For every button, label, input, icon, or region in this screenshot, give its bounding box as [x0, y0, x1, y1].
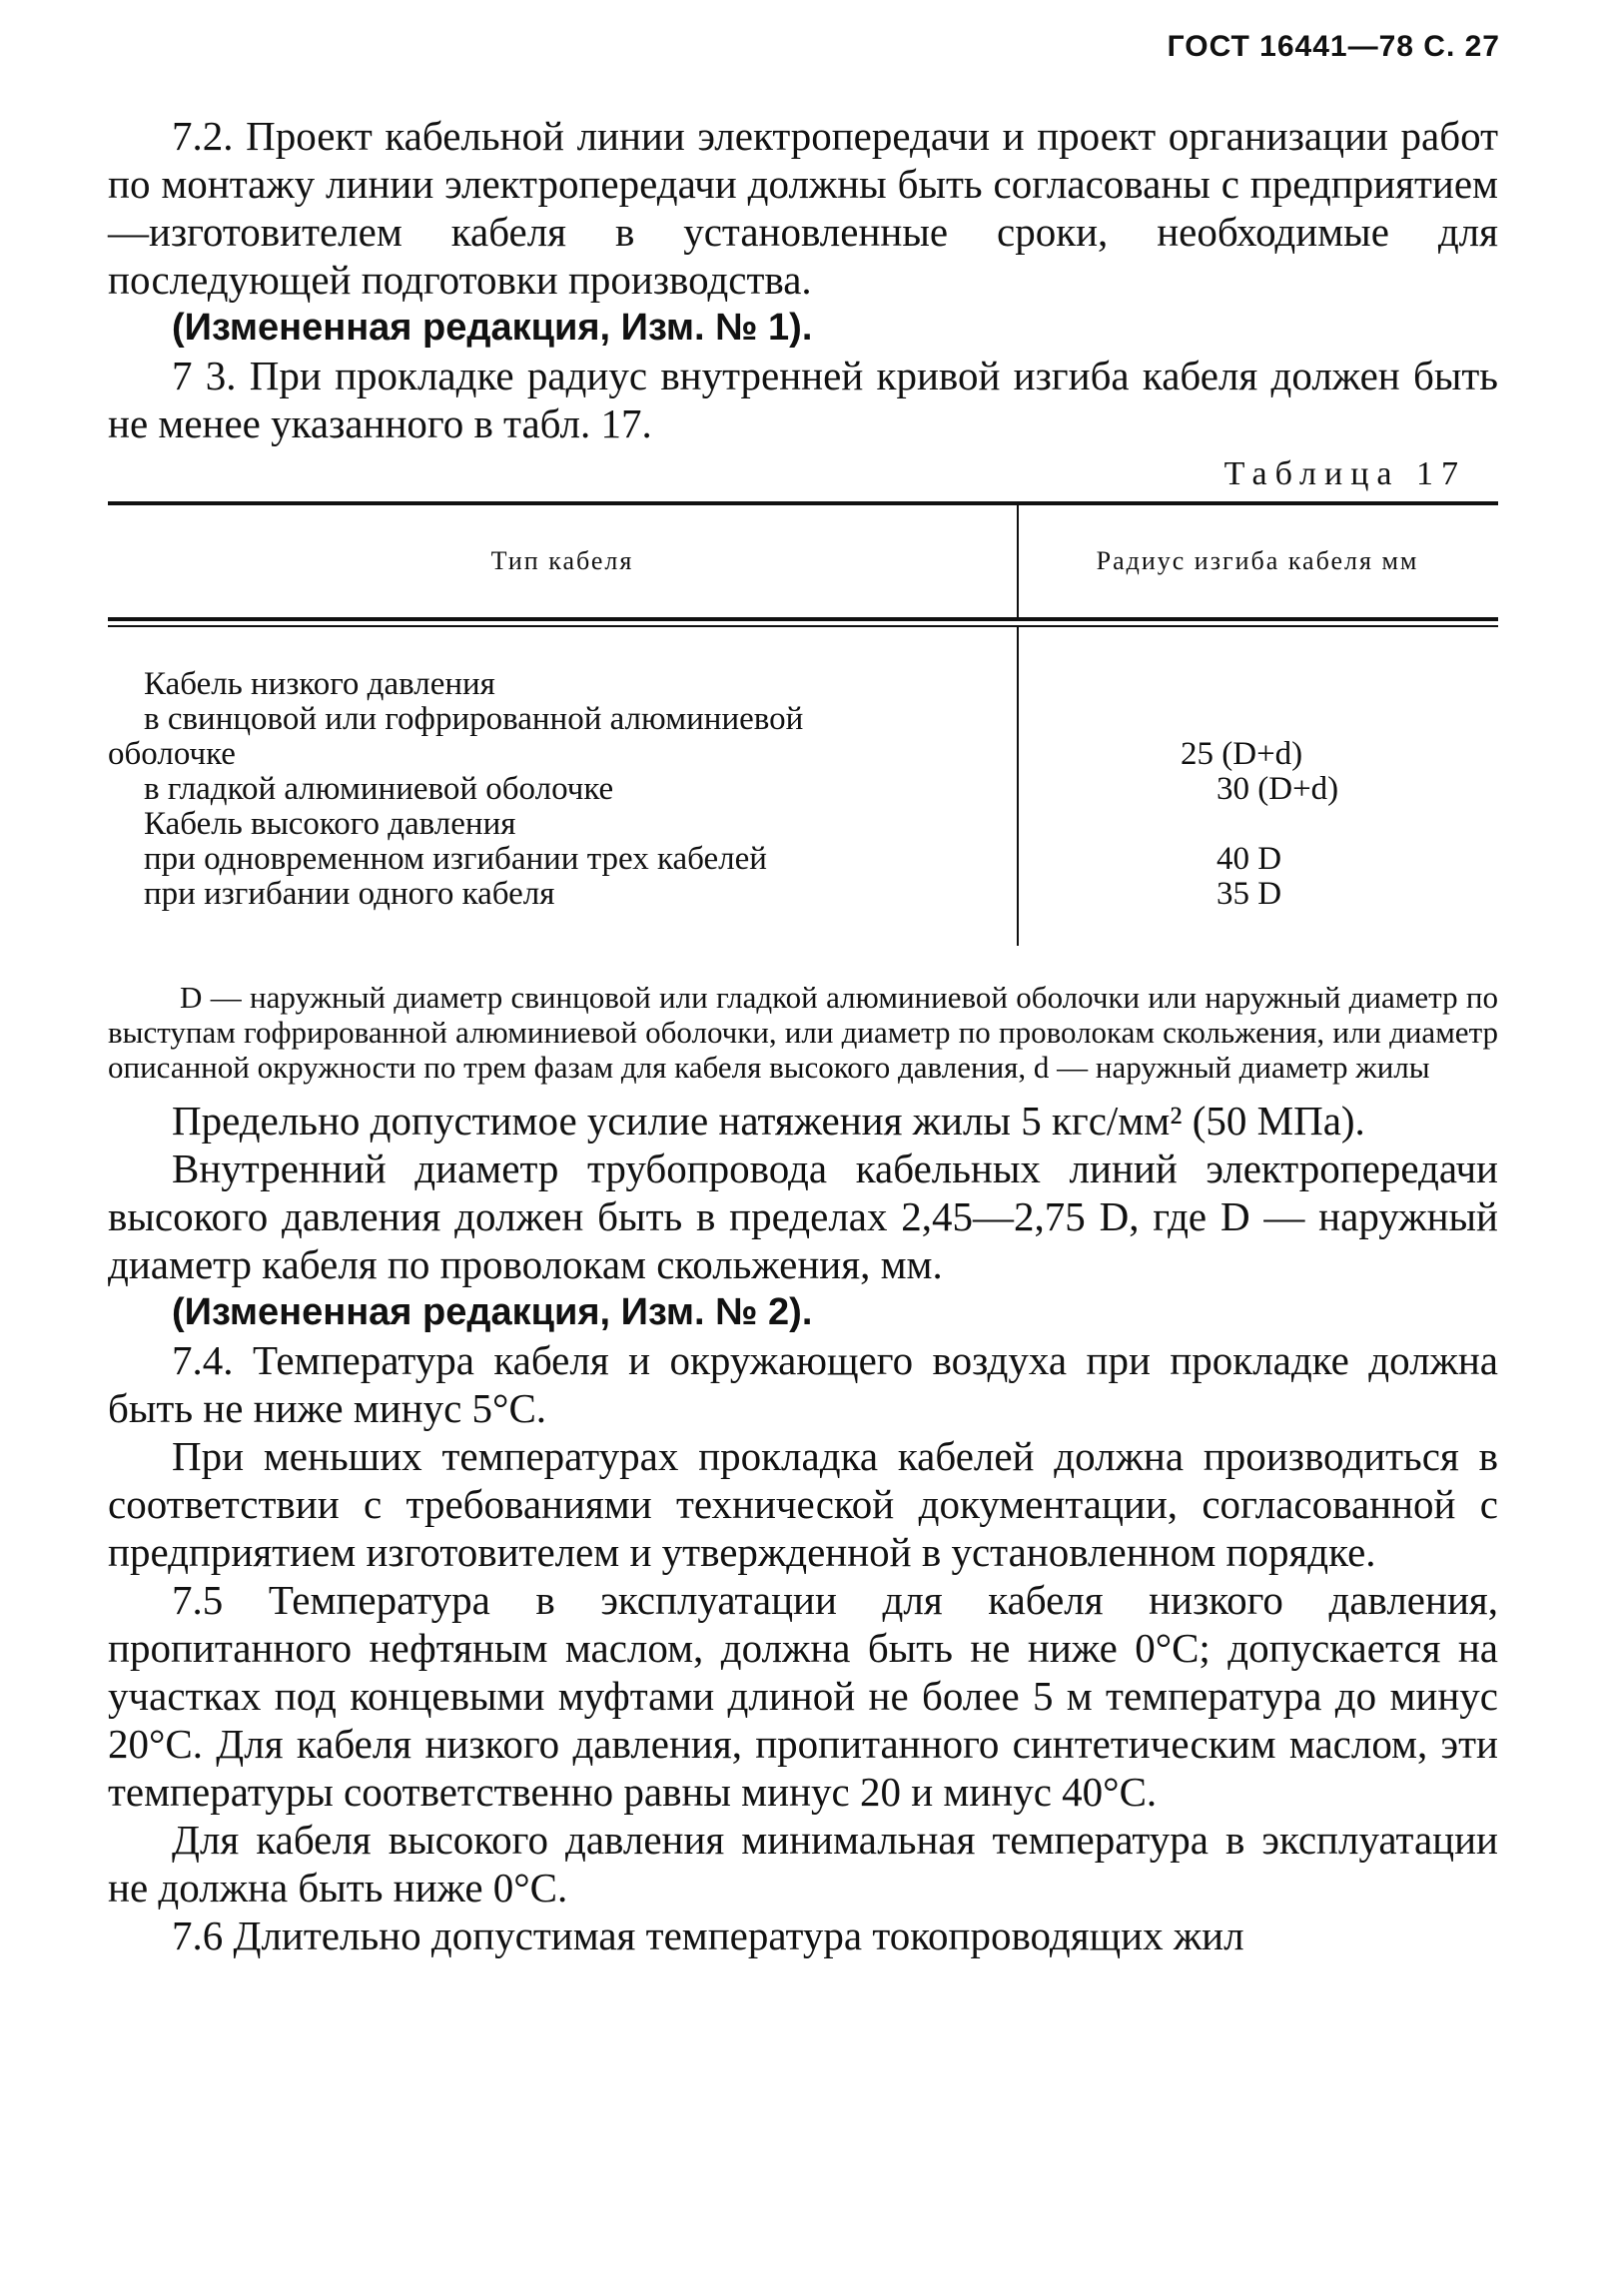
pipe-diameter-paragraph: Внутренний диаметр трубопровода кабельных линий электропередачи высокого давления должен быть в пределах 2,45—2,75 D, где D — наружный диаметр кабеля по проволокам скольжения, мм. — [108, 1146, 1498, 1287]
header-bottom-rule — [108, 617, 1498, 621]
table-row — [108, 737, 1498, 772]
paragraph-7-2: 7.2. Проект кабельной линии электропередачи и проект организации работ по монтажу линии электропередачи должны быть согласованы с предприятием—изготовителем кабеля в установленные сроки, необходимые для последующей подготовки производства. — [108, 113, 1498, 303]
header-divider — [1017, 505, 1019, 617]
header-cable-type: Тип кабеля — [490, 546, 634, 575]
paragraph-7-3: 7 3. При прокладке радиус внутренней кривой изгиба кабеля должен быть не менее указанного в табл. 17. — [108, 353, 1498, 446]
cell-radius: 35 D — [1216, 876, 1282, 912]
cell-type: Кабель низкого давления — [144, 666, 495, 702]
table-body — [108, 627, 1498, 946]
table-row — [108, 807, 1498, 842]
table-header-row — [108, 505, 1498, 617]
header-bend-radius: Радиус изгиба кабеля мм — [1096, 546, 1419, 575]
cell-type: при изгибании одного кабеля — [144, 876, 555, 912]
table-row — [108, 667, 1498, 702]
bend-radius-table — [108, 501, 1498, 946]
high-pressure-temp-paragraph: Для кабеля высокого давления минимальная температура в эксплуатации не должна быть ниже 0°С. — [108, 1817, 1498, 1911]
cell-type: при одновременном изгибании трех кабелей — [144, 841, 767, 877]
tension-paragraph: Предельно допустимое усилие натяжения жилы 5 кгс/мм² (50 МПа). — [172, 1098, 1365, 1144]
cell-type: в свинцовой или гофрированной алюминиевой — [144, 701, 804, 737]
low-temperature-paragraph: При меньших температурах прокладка кабелей должна производиться в соответствии с требованиями технической документации, согласованной с предприятием изготовителем и утвержденной в установленном порядке. — [108, 1433, 1498, 1575]
amendment-note-2: (Измененная редакция, Изм. № 2). — [172, 1291, 813, 1333]
paragraph-7-6: 7.6 Длительно допустимая температура токопроводящих жил — [172, 1913, 1244, 1958]
body-divider — [1017, 627, 1019, 946]
paragraph-7-5: 7.5 Температура в эксплуатации для кабеля низкого давления, пропитанного нефтяным маслом, должна быть не ниже 0°С; допускается на участках под концевыми муфтами длиной не более 5 м температура до минус 20°С. Для кабеля низкого давления, пропитанного синтетическим маслом, эти температуры соответственно равны минус 20 и минус 40°С. — [108, 1577, 1498, 1815]
cell-radius: 30 (D+d) — [1216, 771, 1339, 807]
table-row — [108, 702, 1498, 737]
cell-radius — [1053, 667, 1498, 702]
cell-type: оболочке — [108, 736, 236, 772]
table-row — [108, 842, 1498, 877]
table-row — [108, 877, 1498, 912]
paragraphs-bottom — [108, 1097, 1498, 1959]
cell-radius: 25 (D+d) — [1181, 736, 1303, 772]
cell-radius — [1053, 702, 1498, 737]
table-row — [108, 772, 1498, 807]
table-title: Таблица 17 — [1223, 455, 1466, 492]
cell-radius: 40 D — [1216, 841, 1282, 877]
cell-radius — [1053, 807, 1498, 842]
table-footnote: D — наружный диаметр свинцовой или гладкой алюминиевой оболочки или наружный диаметр по выступам гофрированной алюминиевой оболочки, или диаметр по проволокам скольжения, или диаметр описанной окружности по трем фазам для кабеля высокого давления, d — наружный диаметр жилы — [108, 980, 1498, 1085]
cell-type: в гладкой алюминиевой оболочке — [144, 771, 614, 807]
cell-type: Кабель высокого давления — [144, 806, 516, 842]
page-body — [108, 112, 1498, 1959]
paragraph-7-4: 7.4. Температура кабеля и окружающего воздуха при прокладке должна быть не ниже минус 5°С. — [108, 1337, 1498, 1431]
page-header: ГОСТ 16441—78 С. 27 — [1167, 30, 1500, 63]
amendment-note-1: (Измененная редакция, Изм. № 1). — [172, 307, 813, 349]
